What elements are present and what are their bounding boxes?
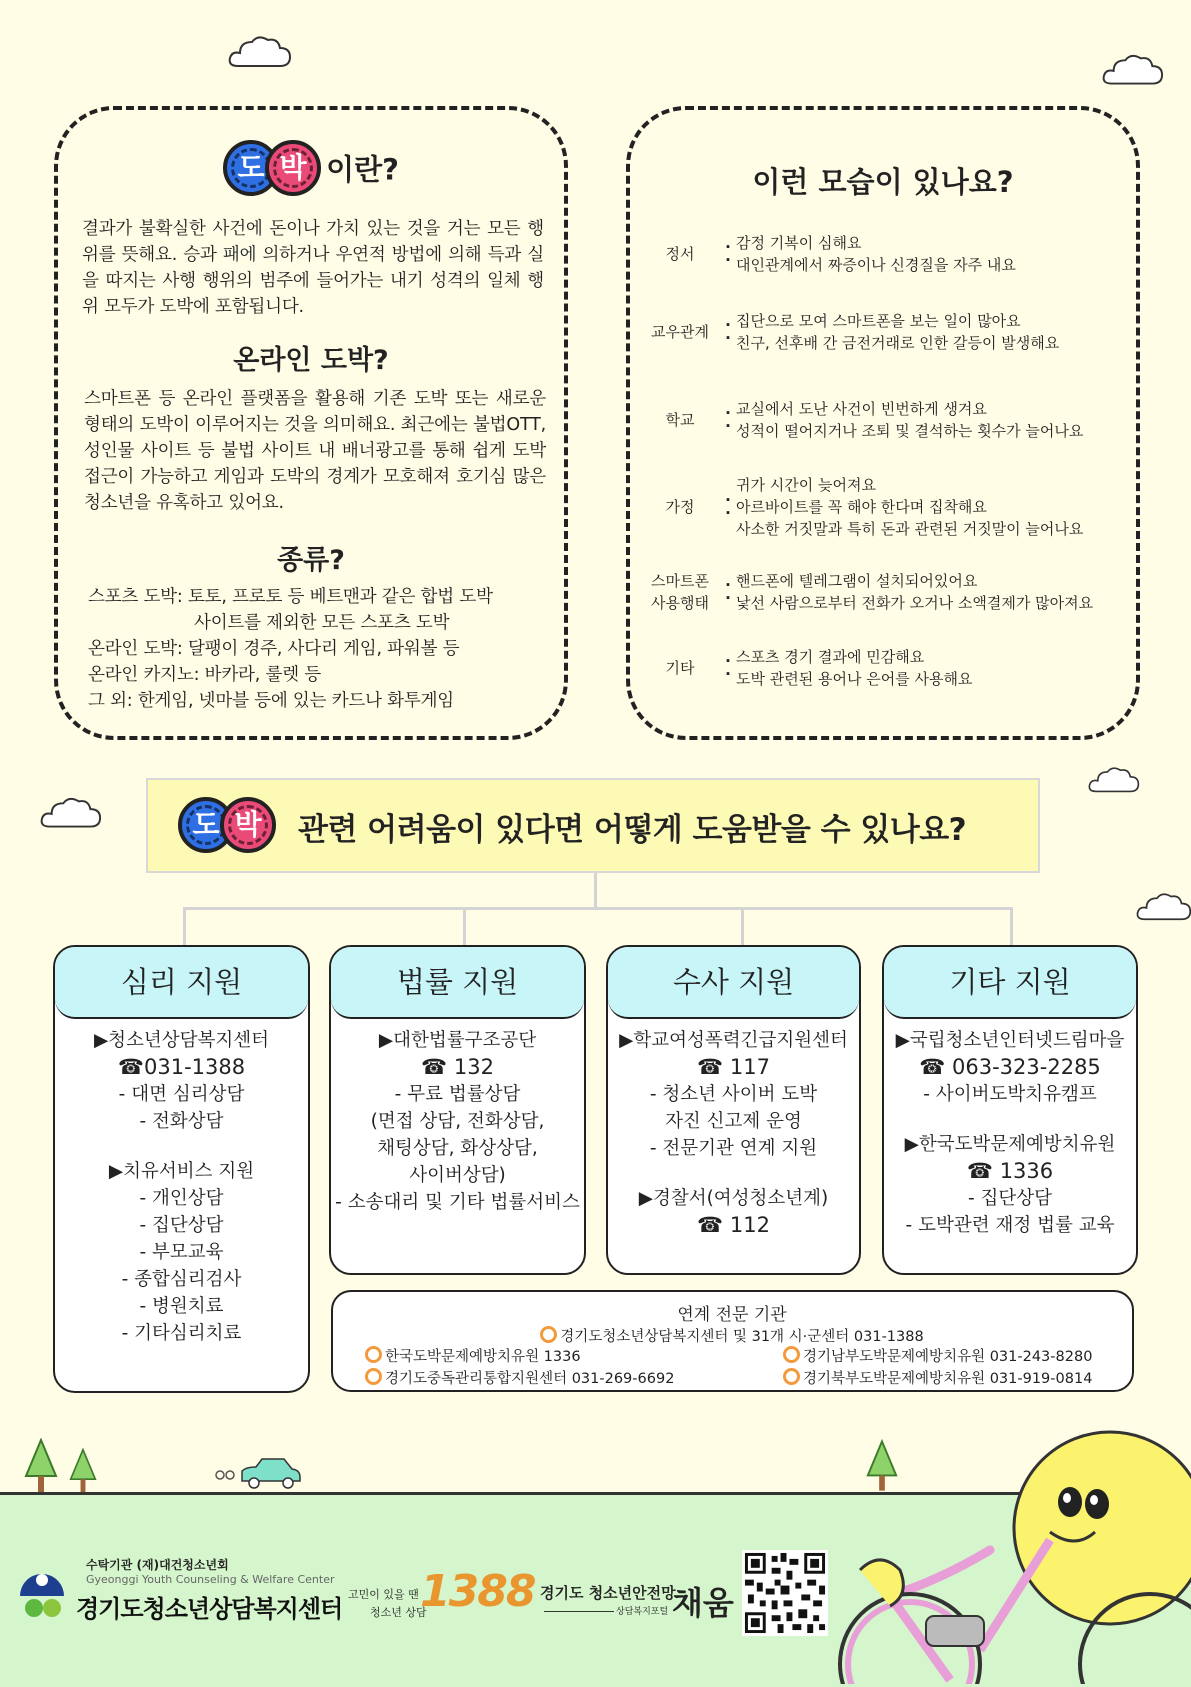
service-item: 사이버상담) bbox=[409, 1165, 506, 1186]
definition-text: 결과가 불확실한 사건에 돈이나 가치 있는 것을 거는 모든 행위를 뜻해요. 승과 패에 의하거나 우연적 방법에 의해 득과 실을 따지는 사행 행위의 범주에 들어가는 내기 성격의 일체 행위 모두가 도박에 포함됩니다. bbox=[82, 219, 544, 317]
connector-line bbox=[183, 907, 186, 947]
types-list bbox=[88, 584, 558, 714]
symptom-items bbox=[736, 232, 1016, 276]
service-item bbox=[55, 1135, 308, 1158]
service-heading: ▶한국도박문제예방치유원 bbox=[904, 1134, 1116, 1155]
ring-icon bbox=[783, 1368, 800, 1385]
card-investigation-support bbox=[606, 945, 861, 1275]
card-legal-support bbox=[329, 945, 586, 1275]
symptoms-title: 이런 모습이 있나요? bbox=[752, 165, 1014, 199]
types-item: 온라인 카지노: 바카라, 룰렛 등 bbox=[88, 665, 321, 685]
symptom-item: 아르바이트를 꼭 해야 한다며 집착해요 bbox=[736, 498, 987, 516]
phone-number: ☎ 112 bbox=[697, 1213, 770, 1237]
section-title-online: 온라인 도박? bbox=[233, 345, 389, 376]
symptom-item: 감정 기복이 심해요 bbox=[736, 234, 862, 252]
cloud-icon bbox=[1088, 765, 1140, 795]
connector-line bbox=[463, 907, 466, 947]
symptom-category: 스마트폰 사용행태 bbox=[651, 572, 709, 612]
coin-do-icon: 도 bbox=[178, 797, 234, 853]
service-item: - 사이버도박치유캠프 bbox=[923, 1084, 1097, 1105]
linked-item: 경기남부도박문제예방치유원 031-243-8280 bbox=[783, 1346, 1092, 1368]
service-item: 자진 신고제 운영 bbox=[665, 1111, 802, 1132]
service-item: - 집단상담 bbox=[967, 1188, 1053, 1209]
ring-icon bbox=[365, 1346, 382, 1363]
cloud-icon bbox=[228, 34, 292, 70]
linked-item: 경기북부도박문제예방치유원 031-919-0814 bbox=[783, 1368, 1092, 1390]
linked-right-list bbox=[783, 1346, 1092, 1390]
slogan-1388 bbox=[348, 1566, 535, 1626]
service-item: - 병원치료 bbox=[139, 1296, 224, 1317]
symptom-colon: · · bbox=[725, 576, 731, 607]
card-title: 수사 지원 bbox=[608, 947, 859, 1019]
types-item: 그 외: 한게임, 넷마블 등에 있는 카드나 화투게임 bbox=[88, 691, 454, 711]
symptom-items bbox=[736, 646, 972, 690]
card-body bbox=[55, 1019, 308, 1347]
online-text: 스마트폰 등 온라인 플랫폼을 활용해 기존 도박 또는 새로운 형태의 도박이 이루어지는 것을 의미해요. 최근에는 불법OTT, 성인물 사이트 등 불법 사이트 내 배너광고를 통해 쉽게 도박 접근이 가능하고 게임과 도박의 경계가 모호해져 호기심 많은 청소년을 유혹하고 있어요. bbox=[84, 389, 546, 513]
symptom-items bbox=[736, 398, 1083, 442]
connector-line bbox=[594, 873, 597, 909]
cloud-icon bbox=[1102, 52, 1164, 88]
card-body bbox=[884, 1019, 1136, 1239]
phone-number: ☎ 117 bbox=[697, 1055, 770, 1079]
help-banner bbox=[146, 778, 1040, 873]
service-item: - 기타심리치료 bbox=[121, 1323, 242, 1344]
mascot-illustration bbox=[820, 1420, 1191, 1684]
card-body bbox=[608, 1019, 859, 1239]
service-item: - 집단상담 bbox=[139, 1215, 224, 1236]
phone-number: ☎ 1336 bbox=[966, 1159, 1054, 1183]
service-item: - 무료 법률상담 bbox=[394, 1084, 521, 1105]
linked-item: 한국도박문제예방치유원 1336 bbox=[365, 1346, 674, 1368]
symptom-item: 낯선 사람으로부터 전화가 오거나 소액결제가 많아져요 bbox=[736, 594, 1094, 612]
number-1388: 1388 bbox=[420, 1566, 535, 1617]
symptom-item: 친구, 선후배 간 금전거래로 인한 갈등이 발생해요 bbox=[736, 334, 1060, 352]
org-sub-label: 수탁기관 (재)대건청소년회 bbox=[86, 1558, 229, 1572]
ring-icon bbox=[783, 1346, 800, 1363]
service-item bbox=[608, 1162, 859, 1185]
card-title: 기타 지원 bbox=[884, 947, 1136, 1019]
gambling-info-panel bbox=[54, 106, 568, 740]
symptom-item: 핸드폰에 텔레그램이 설치되어있어요 bbox=[736, 572, 978, 590]
service-heading: ▶청소년상담복지센터 bbox=[93, 1030, 270, 1051]
phone-number: ☎ 132 bbox=[421, 1055, 494, 1079]
linked-left-list bbox=[365, 1346, 674, 1390]
connector-line bbox=[183, 907, 1013, 910]
linked-title: 연계 전문 기관 bbox=[677, 1305, 787, 1325]
service-heading: ▶학교여성폭력긴급지원센터 bbox=[619, 1030, 848, 1051]
card-body bbox=[331, 1019, 584, 1216]
connector-line bbox=[741, 907, 744, 947]
service-item: - 전화상담 bbox=[139, 1111, 224, 1132]
types-item: 온라인 도박: 달팽이 경주, 사다리 게임, 파워볼 등 bbox=[88, 639, 460, 659]
ring-icon bbox=[540, 1326, 557, 1343]
service-heading: ▶대한법률구조공단 bbox=[378, 1030, 537, 1051]
service-item: - 소송대리 및 기타 법률서비스 bbox=[335, 1192, 580, 1213]
org-name: 경기도청소년상담복지센터 bbox=[76, 1595, 343, 1623]
symptom-items bbox=[736, 570, 1093, 614]
symptom-item: 귀가 시간이 늦어져요 bbox=[736, 476, 876, 494]
types-item: 스포츠 도박: 토토, 프로토 등 베트맨과 같은 합법 도박 bbox=[88, 587, 493, 607]
slogan-line2: 청소년 상담 bbox=[370, 1606, 427, 1619]
linked-center-item: 경기도청소년상담복지센터 및 31개 시·군센터 031-1388 bbox=[333, 1325, 1131, 1346]
car-icon bbox=[212, 1455, 302, 1491]
banner-coins bbox=[178, 797, 276, 853]
symptom-category: 가정 bbox=[665, 498, 695, 516]
section-title-what: 이란? bbox=[326, 152, 399, 187]
org-english-name: Gyeonggi Youth Counseling & Welfare Center bbox=[86, 1573, 335, 1586]
card-title: 법률 지원 bbox=[331, 947, 584, 1019]
symptom-category: 학교 bbox=[665, 411, 695, 429]
service-item: - 개인상담 bbox=[139, 1188, 224, 1209]
symptom-items bbox=[736, 474, 1083, 540]
org-logo-icon bbox=[14, 1566, 70, 1622]
symptom-item: 교실에서 도난 사건이 빈번하게 생겨요 bbox=[736, 400, 987, 418]
symptom-item: 대인관계에서 짜증이나 신경질을 자주 내요 bbox=[736, 256, 1016, 274]
linked-item: 경기도중독관리통합지원센터 031-269-6692 bbox=[365, 1368, 674, 1390]
service-item: - 청소년 사이버 도박 bbox=[649, 1084, 818, 1105]
card-psych-support bbox=[53, 945, 310, 1393]
service-heading: ▶국립청소년인터넷드림마을 bbox=[895, 1030, 1125, 1051]
service-item: - 대면 심리상담 bbox=[118, 1084, 245, 1105]
service-item: - 종합심리검사 bbox=[121, 1269, 242, 1290]
cloud-icon bbox=[40, 795, 102, 831]
symptom-item: 도박 관련된 용어나 은어를 사용해요 bbox=[736, 670, 973, 688]
tree-icon bbox=[67, 1448, 99, 1494]
symptom-item: 집단으로 모여 스마트폰을 보는 일이 많아요 bbox=[736, 312, 1021, 330]
symptom-item: 성적이 떨어지거나 조퇴 및 결석하는 횟수가 늘어나요 bbox=[736, 422, 1084, 440]
service-item: (면접 상담, 전화상담, bbox=[370, 1111, 545, 1132]
section-title-types: 종류? bbox=[277, 545, 345, 576]
service-item: 채팅상담, 화상상담, bbox=[377, 1138, 538, 1159]
ring-icon bbox=[365, 1368, 382, 1385]
qr-code-icon[interactable] bbox=[742, 1550, 828, 1636]
phone-number: ☎031-1388 bbox=[117, 1055, 246, 1079]
symptom-colon: · · bbox=[725, 491, 731, 522]
symptom-item: 스포츠 경기 결과에 민감해요 bbox=[736, 648, 925, 666]
coin-bak-icon: 박 bbox=[220, 797, 276, 853]
service-heading: ▶경찰서(여성청소년계) bbox=[638, 1188, 829, 1209]
types-item: 사이트를 제외한 모든 스포츠 도박 bbox=[194, 613, 450, 633]
banner-text: 관련 어려움이 있다면 어떻게 도움받을 수 있나요? bbox=[298, 812, 967, 848]
safety-net-name: 경기도 청소년안전망 bbox=[540, 1584, 676, 1602]
connector-line bbox=[1010, 907, 1013, 947]
symptom-category: 기타 bbox=[665, 659, 695, 677]
symptom-category: 정서 bbox=[665, 245, 695, 263]
service-item: - 전문기관 연계 지원 bbox=[649, 1138, 818, 1159]
slogan-line1: 고민이 있을 땐 bbox=[348, 1588, 419, 1601]
symptom-item: 사소한 거짓말과 특히 돈과 관련된 거짓말이 늘어나요 bbox=[736, 520, 1084, 538]
service-item: - 부모교육 bbox=[139, 1242, 224, 1263]
service-heading: ▶치유서비스 지원 bbox=[108, 1161, 255, 1182]
card-other-support bbox=[882, 945, 1138, 1275]
coin-bak-icon: 박 bbox=[265, 140, 321, 196]
symptom-colon: · · bbox=[725, 652, 731, 683]
symptom-items bbox=[736, 310, 1059, 354]
symptom-colon: · · bbox=[725, 404, 731, 435]
service-item bbox=[884, 1108, 1136, 1131]
gambling-title bbox=[58, 140, 564, 196]
service-item: - 도박관련 재정 법률 교육 bbox=[905, 1215, 1115, 1236]
card-title: 심리 지원 bbox=[55, 947, 308, 1019]
symptom-colon: · · bbox=[725, 316, 731, 347]
safety-net-sub: 상담복지포털 bbox=[544, 1604, 668, 1617]
linked-agencies-box bbox=[331, 1290, 1134, 1392]
coin-do-icon: 도 bbox=[223, 140, 279, 196]
symptom-category: 교우관계 bbox=[651, 323, 709, 341]
tree-icon bbox=[22, 1438, 60, 1494]
cloud-icon bbox=[1136, 890, 1191, 924]
symptom-colon: · · bbox=[725, 238, 731, 269]
phone-number: ☎ 063-323-2285 bbox=[919, 1055, 1101, 1079]
safety-net-brand: 채움 bbox=[672, 1584, 734, 1622]
